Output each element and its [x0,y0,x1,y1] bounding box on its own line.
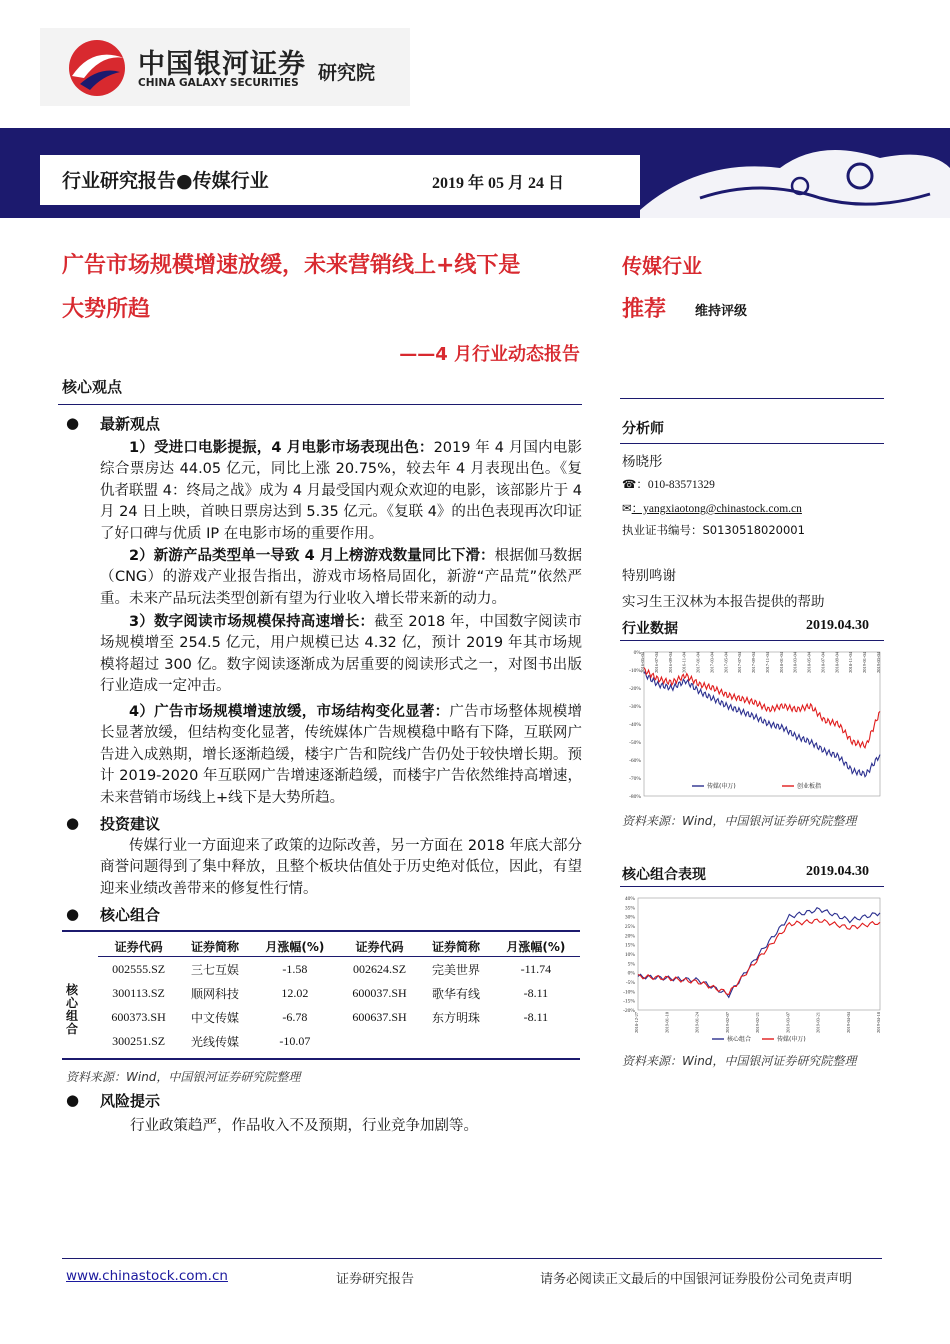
series-line-2 [644,668,880,748]
table-cell: -8.11 [523,1009,549,1024]
x-tick-label: 2017-07-04 [737,652,743,673]
bullet-dot-icon: ● [66,905,80,923]
table-cell: 光线传媒 [191,1034,240,1049]
galaxy-logo-icon [62,36,132,100]
x-tick-label: 2018-01-04 [778,652,784,673]
point-2-text: 根据伽马数据（CNG）的游戏产业报告指出，游戏市场格局固化，新游“产品荒”依然严重。未来产品玩法类型创新有望为行业收入增长带来新的动力。 [100,548,582,607]
x-tick-label: 2018-09-04 [834,652,840,673]
table-cell: 三七互娱 [191,962,240,977]
table-cell [339,1029,420,1053]
x-tick-label: 2017-03-04 [709,652,715,673]
industry-chart [622,646,884,802]
point-1-lead: 1）受进口电影提振，4 月电影市场表现出色： [129,440,434,456]
footer-website-link[interactable]: www.chinastock.com.cn [66,1268,228,1284]
table-row [98,1029,580,1053]
x-tick-label: 2019-04-18 [876,1012,881,1033]
thanks-heading: 特别鸣谢 [622,568,676,584]
industry-chart-source: 资料来源：Wind，中国银河证券研究院整理 [622,814,857,828]
th-code-2: 证券代码 [355,939,404,954]
th-change-1: 月涨幅(%) [265,939,325,954]
table-cell: 002624.SZ [353,961,407,976]
table-cell: 东方明珠 [431,1010,480,1025]
table-cell: -11.74 [520,961,552,976]
table-cell: 中文传媒 [191,1010,240,1025]
mail-icon: ✉ [622,503,632,515]
divider [620,640,884,641]
portfolio-side-label: 核心组合 [66,983,79,1036]
x-tick-label: 2019-01-10 [664,1012,670,1033]
series-line-2 [638,919,880,994]
table-cell: 300113.SZ [112,985,165,1000]
legend-label: 创业板指 [797,783,822,790]
side-industry: 传媒行业 [622,254,702,278]
y-tick-label: -20% [629,686,641,692]
plot-frame [644,652,880,796]
phone-icon: ☎ [622,479,637,491]
y-tick-label: 40% [624,896,635,902]
y-tick-label: -60% [629,758,641,764]
x-tick-label: 2016-11-04 [681,652,687,673]
divider [620,886,884,887]
table-cell: 600037.SH [352,985,407,1000]
y-tick-label: -5% [625,980,635,986]
industry-chart-date: 2019.04.30 [806,618,869,633]
x-tick-label: 2018-05-04 [806,652,812,673]
table-cell: 顺网科技 [191,986,240,1001]
table-cell: -10.07 [279,1033,311,1048]
x-tick-label: 2017-09-04 [751,652,757,673]
table-cell: 300251.SZ [112,1033,166,1048]
th-code-1: 证券代码 [114,939,163,954]
y-tick-label: -15% [623,998,635,1005]
point-1-text: 2019 年 4 月国内电影综合票房达 44.05 亿元，同比上涨 20.75%，较去年 4 月表现出色。《复仇者联盟 4：终局之战》成为 4 月最受国内观众欢迎的电影，该部影片于 4 月 24 日上映，首映日票房达到 5.35 亿元。《复联 4》的出色表现再次印证了好口碑与优质 IP 在电影市场的重要作用。 [100,440,582,542]
portfolio-table [98,936,580,1053]
y-tick-label: 30% [624,914,635,921]
table-cell: 002555.SZ [112,961,166,976]
x-tick-label: 2019-03-07 [785,1012,791,1033]
table-cell: 12.02 [281,985,309,1000]
table-cell: 歌华有线 [431,986,480,1001]
x-tick-label: 2019-03-04 [876,652,881,673]
x-tick-label: 2018-07-04 [820,652,826,673]
x-tick-label: 2018-12-27 [634,1012,639,1033]
table-row [98,981,580,1005]
point-3 [100,612,582,698]
risk-text: 行业政策趋严，作品收入不及预期，行业竞争加剧等。 [130,1118,478,1134]
x-tick-label: 2019-02-07 [724,1012,730,1033]
x-tick-label: 2016-05-04 [640,652,645,673]
y-tick-label: -50% [629,740,641,746]
table-cell: 600637.SH [352,1009,407,1024]
series-line-1 [644,672,880,777]
bullet-dot-icon: ● [66,814,80,832]
x-tick-label: 2019-01-04 [862,652,868,673]
x-tick-label: 2019-01-24 [694,1012,700,1033]
bullet-dot-icon: ● [66,1091,80,1109]
latest-heading: 最新观点 [100,415,161,433]
y-tick-label: -80% [629,794,641,800]
y-tick-label: 5% [627,961,635,968]
invest-text: 传媒行业一方面迎来了政策的边际改善，另一方面在 2018 年底大部分商誉问题得到了集中释放，且整个板块估值处于历史绝对低位，因此，有望迎来业绩改善带来的修复性行情。 [100,838,582,897]
x-tick-label: 2017-05-04 [723,652,729,673]
company-name-en: CHINA GALAXY SECURITIES [138,77,299,89]
y-tick-label: 20% [624,933,635,940]
legend-label: 核心组合 [727,1036,752,1043]
y-tick-label: 25% [624,924,635,930]
y-tick-label: -10% [623,989,635,996]
side-rating-note: 维持评级 [695,304,748,319]
portfolio-chart-date: 2019.04.30 [806,864,869,879]
th-change-2: 月涨幅(%) [506,939,566,954]
y-tick-label: 10% [624,952,635,958]
table-cell: -6.78 [282,1009,308,1024]
th-name-2: 证券简称 [431,939,480,954]
y-tick-label: 35% [624,905,635,912]
point-3-text: 截至 2018 年，中国数字阅读市场规模增至 254.5 亿元，用户规模已达 4.32 亿，预计 2019 年其市场规模将超过 300 亿。数字阅读逐渐成为居重要的阅读形式之一，对图书出版行业造成一定冲击。 [100,614,582,695]
company-name-cn: 中国银河证券 [138,49,306,80]
analyst-phone-row [622,476,715,492]
analyst-cert: 执业证书编号：S0130518020001 [622,523,805,537]
table-top-rule [62,930,580,932]
table-bottom-rule [62,1058,580,1060]
y-tick-label: -10% [629,668,641,674]
report-title-line2: 大势所趋 [62,297,151,322]
x-tick-label: 2018-11-04 [848,652,854,673]
divider [620,398,884,399]
footer-rule [62,1258,882,1259]
portfolio-chart [622,892,884,1044]
divider [620,443,884,444]
table-cell: 完美世界 [431,962,480,977]
divider [58,404,582,405]
x-tick-label: 2016-07-04 [653,652,659,673]
report-title-line1: 广告市场规模增速放缓，未来营销线上+线下是 [62,253,521,278]
analyst-name: 杨晓彤 [622,454,663,470]
analyst-email[interactable]: ：yangxiaotong@chinastock.com.cn [631,503,802,515]
core-view-heading: 核心观点 [62,378,123,396]
x-tick-label: 2017-01-04 [695,652,701,673]
analyst-heading: 分析师 [622,421,664,437]
x-tick-label: 2016-09-04 [667,652,673,673]
table-row [98,1005,580,1029]
point-3-lead: 3）数字阅读市场规模保持高速增长： [129,614,375,630]
table-row [98,957,580,982]
industry-chart-heading: 行业数据 [622,621,678,637]
legend-label: 传媒(申万) [777,1036,806,1043]
analyst-phone: ：010-83571329 [636,479,715,491]
x-tick-label: 2019-04-04 [845,1012,851,1033]
y-tick-label: -20% [623,1008,635,1014]
thanks-text: 实习生王汉林为本报告提供的帮助 [622,594,825,610]
y-tick-label: 15% [624,942,635,949]
bullet-dot-icon: ● [66,414,80,432]
th-name-1: 证券简称 [191,939,240,954]
risk-heading: 风险提示 [100,1092,161,1110]
invest-heading: 投资建议 [100,815,161,833]
report-subtitle: ——4 月行业动态报告 [399,344,580,365]
y-tick-label: -40% [629,722,641,728]
point-4-lead: 4）广告市场规模增速放缓，市场结构变化显著： [129,704,450,720]
table-cell: 600373.SH [111,1009,166,1024]
footer-disclaimer: 请务必阅读正文最后的中国银河证券股份公司免责声明 [540,1272,853,1287]
institute-label: 研究院 [318,62,376,84]
point-4 [100,702,582,809]
point-2-lead: 2）新游产品类型单一导致 4 月上榜游戏数量同比下滑： [129,548,495,564]
table-cell [492,1029,580,1053]
table-cell [420,1029,492,1053]
point-4-text: 广告市场整体规模增长显著放缓，但结构变化显著，传统媒体广告规模稳中略有下降，互联网广告进入成熟期，增长逐渐趋缓，楼宇广告和院线广告仍处于较快增长期。预计 2019-2020 年互联网广告增速逐渐趋缓，而楼宇广告依然维持高增速，未来营销市场线上+线下是大势所趋。 [100,704,582,806]
point-2 [100,546,582,610]
x-tick-label: 2018-03-04 [792,652,798,673]
point-1 [100,438,582,545]
x-tick-label: 2019-03-21 [815,1012,821,1033]
x-tick-label: 2019-02-21 [755,1012,760,1033]
report-date: 2019 年 05 月 24 日 [432,175,565,192]
portfolio-chart-heading: 核心组合表现 [622,867,706,883]
series-line-1 [638,908,880,998]
footer-middle: 证券研究报告 [336,1272,415,1287]
analyst-email-row [622,500,802,516]
table-cell: -1.58 [282,961,308,976]
y-tick-label: -70% [629,776,641,782]
x-tick-label: 2017-11-04 [764,652,770,673]
report-type: 行业研究报告●传媒行业 [62,170,269,192]
table-source: 资料来源：Wind，中国银河证券研究院整理 [66,1070,301,1084]
side-rating: 推荐 [622,297,667,322]
y-tick-label: 0% [633,650,641,656]
y-tick-label: -30% [629,704,641,710]
table-cell: -8.11 [523,985,549,1000]
portfolio-chart-source: 资料来源：Wind，中国银河证券研究院整理 [622,1054,857,1068]
portfolio-heading: 核心组合 [100,906,161,924]
y-tick-label: 0% [627,970,635,977]
legend-label: 传媒(申万) [707,783,736,790]
